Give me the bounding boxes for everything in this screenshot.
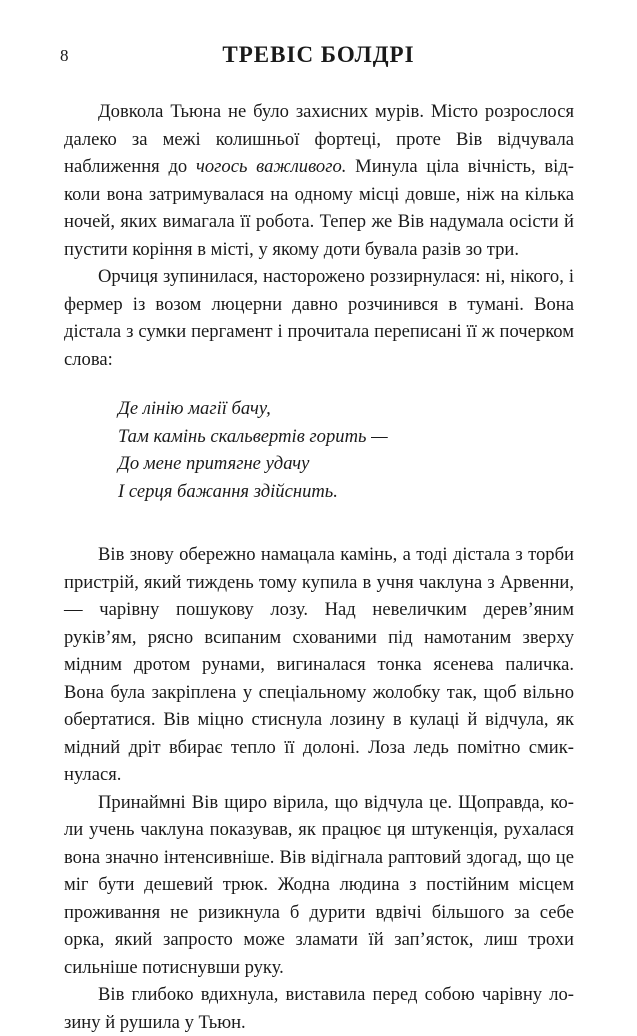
poem-line-4: І серця бажання здійснить. (118, 480, 338, 502)
paragraph-1-start: Довкола Тьюна не було захисних мурів. Місто розрослося далеко за межі колишньої фортеці, проте Вів відчувала наближення до (64, 101, 574, 177)
running-title: ТРЕВІС БОЛДРІ (222, 42, 415, 67)
poem-line-2: Там камінь скальвертів горить — (118, 425, 388, 447)
paragraph-1 (64, 98, 574, 263)
poem-line-3: До мене притягне удачу (118, 453, 310, 474)
poem-spacing (64, 527, 574, 541)
paragraph-3: Вів знову обережно намацала камінь, а тоді дістала з торби пристрій, який тиждень тому купила в учня чаклуна з Арвенни, — чарівну пошукову лозу. Над невеличким дерев’яним руків’ям, рясно всипаним схованими під намотаним зверху мідним дротом рунами, вигиналася тонка ясенева паличка. Вона була закріплена у спеціальному жолобку так, щоб вільно обертатися. Вів міцно стиснула лозину в кулаці й відчула, як мідний дріт вбирає тепло її долоні. Лоза ледь помітно смикнулася. (64, 544, 574, 785)
poem-verse (118, 395, 574, 505)
page-number: 8 (60, 46, 69, 65)
paragraph-1-emphasis: чогось важливого. (195, 156, 347, 177)
page-header (60, 42, 577, 74)
body-text (64, 98, 574, 1036)
paragraph-4: Принаймні Вів щиро вірила, що відчула це. Щоправда, коли учень чаклуна показував, як працює ця штукенція, рухалася вона значно інтенсивніше. Вів відігнала раптовий здогад, що це міг бути дешевий трюк. Жодна людина з постійним місцем проживання не ризикнула б дурити вдвічі більшого за себе орка, який запросто може зламати їй зап’ясток, лиш трохи сильніше потиснувши руку. (64, 791, 574, 978)
poem-line-1: Де лінію магії бачу, (118, 398, 271, 419)
paragraph-5: Вів глибоко вдихнула, виставила перед собою чарівну лозину й рушила у Тьюн. (64, 984, 574, 1033)
paragraph-1-end: Минула ціла вічність, відколи вона затримувалася на одному місці довше, ніж на кілька ночей, яких вимагала її робота. Тепер же Вів надумала осісти й пустити коріння в місті, у якому доти бувала разів зо три. (64, 156, 574, 260)
paragraph-2: Орчиця зупинилася, настороженo роззирнулася: ні, нікого, і фермер із возом люцерни давно розчинився в тумані. Вона дістала з сумки пергамент і прочитала переписані її ж почерком слова: (64, 266, 574, 370)
